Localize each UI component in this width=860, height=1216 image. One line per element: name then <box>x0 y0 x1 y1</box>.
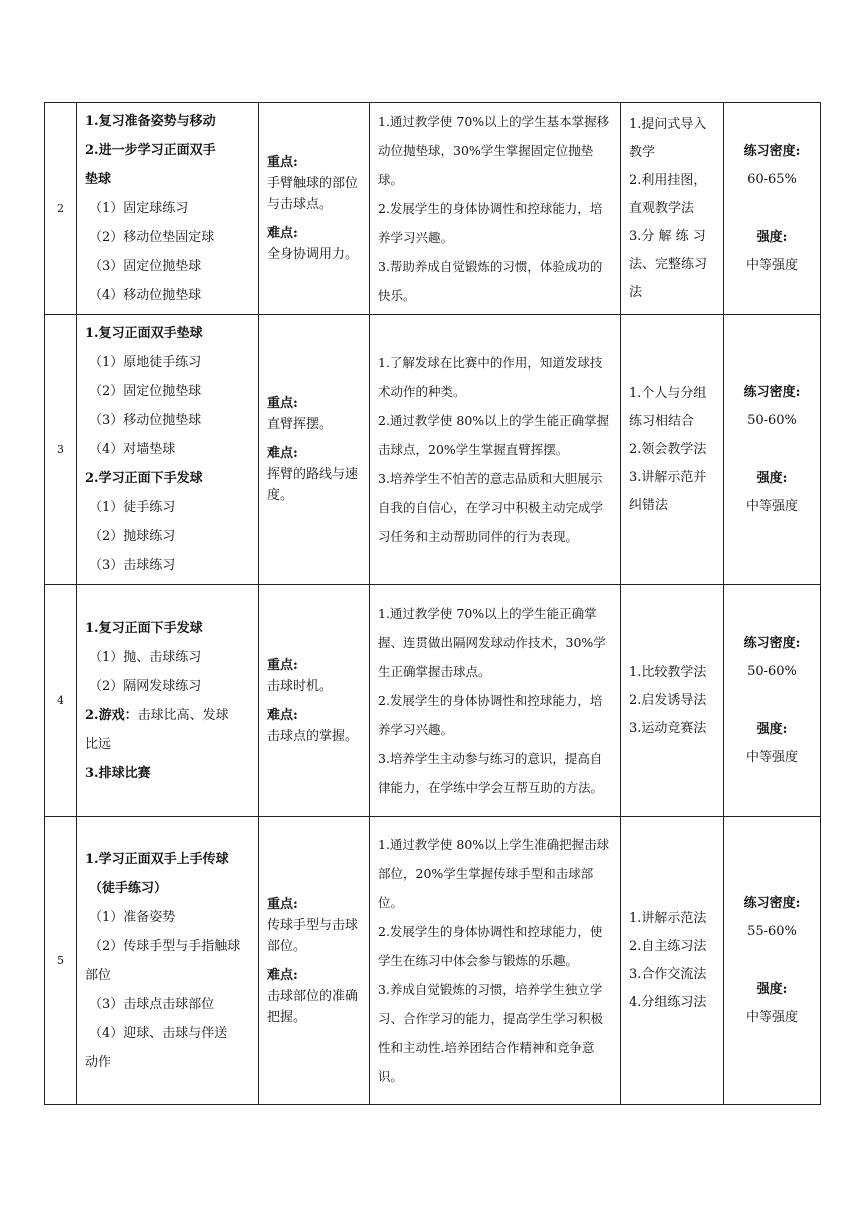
goal-item: 3.培养学生主动参与练习的意识，提高自律能力，在学练中学会互帮互助的方法。 <box>378 751 604 795</box>
content-item: （1）徒手练习 <box>89 500 176 515</box>
method-item: 1.讲解示范法 <box>629 910 707 926</box>
teaching-methods-cell <box>621 817 724 1105</box>
content-item: （2）固定位抛垫球 <box>89 384 202 399</box>
content-item-prefix: 2.游戏： <box>85 707 138 723</box>
method-item: 2.启发诱导法 <box>629 692 707 708</box>
key-difficulty-cell <box>259 817 370 1105</box>
content-item: 部位 <box>85 967 112 983</box>
lesson-number: 5 <box>45 817 77 1105</box>
method-item: 3.分 解 练 习法、完整练习法 <box>629 228 708 300</box>
difficulty-text: 击球点的掌握。 <box>267 728 359 744</box>
content-item: （3）移动位抛垫球 <box>89 413 202 428</box>
key-point-label: 重点: <box>267 896 298 912</box>
lesson-content-list <box>77 841 258 1081</box>
content-item: 垫球 <box>85 172 112 187</box>
difficulty-label: 难点: <box>267 446 298 461</box>
content-item: （3）击球点击球部位 <box>89 996 215 1012</box>
exercise-load-cell <box>724 585 821 817</box>
teaching-methods-cell <box>621 315 724 585</box>
teaching-goals <box>370 103 620 314</box>
key-difficulty-cell <box>259 585 370 817</box>
goal-item: 1.了解发球在比赛中的作用，知道发球技术动作的种类。 <box>378 355 603 399</box>
method-item: 3.运动竞赛法 <box>629 720 707 736</box>
content-item: （徒手练习） <box>89 880 168 896</box>
goal-item: 3.养成自觉锻炼的习惯，培养学生独立学习、合作学习的能力，提高学生学习积极性和主动性.培养团结合作精神和竞争意识。 <box>378 982 604 1084</box>
key-point-label: 重点: <box>267 155 298 170</box>
key-difficulty <box>259 148 369 269</box>
density-label: 练习密度: <box>743 895 801 911</box>
difficulty-text: 挥臂的路线与速度。 <box>267 467 359 503</box>
density-label: 练习密度: <box>743 635 801 651</box>
exercise-load-cell <box>724 315 821 585</box>
method-item: 1.提问式导入教学 <box>629 116 707 160</box>
teaching-methods-cell <box>621 585 724 817</box>
content-item: （2）抛球练习 <box>89 529 176 544</box>
teaching-goals <box>370 595 620 806</box>
content-item: （3）固定位抛垫球 <box>89 259 202 274</box>
content-item: 2.学习正面下手发球 <box>85 471 203 486</box>
lesson-content-list <box>77 315 258 584</box>
exercise-load <box>724 379 820 521</box>
content-item: （1）固定球练习 <box>89 201 189 216</box>
teaching-goals-cell <box>370 585 621 817</box>
goal-item: 2.发展学生的身体协调性和控球能力，使学生在练习中体会参与锻炼的乐趣。 <box>378 924 603 968</box>
teaching-methods <box>621 655 723 747</box>
content-item: （2）移动位垫固定球 <box>89 230 215 245</box>
teaching-methods <box>621 376 723 524</box>
key-point-text: 手臂触球的部位与击球点。 <box>267 176 359 212</box>
key-point-text: 击球时机。 <box>267 678 333 694</box>
intensity-value: 中等强度 <box>745 1009 798 1025</box>
teaching-methods <box>621 901 723 1021</box>
difficulty-text: 击球部位的准确把握。 <box>267 988 359 1025</box>
content-item: （1）抛、击球练习 <box>89 649 202 665</box>
lesson-content-cell <box>77 817 259 1105</box>
lesson-number: 2 <box>45 103 77 315</box>
exercise-load <box>724 890 820 1032</box>
teaching-methods <box>621 107 723 311</box>
content-item: 2.进一步学习正面双手 <box>85 143 216 158</box>
key-difficulty-cell <box>259 315 370 585</box>
content-item: 动作 <box>85 1054 112 1070</box>
exercise-load <box>724 138 820 280</box>
difficulty-text: 全身协调用力。 <box>267 247 359 262</box>
lesson-row <box>45 103 821 315</box>
density-value: 50-60% <box>747 412 797 428</box>
goal-item: 1.通过教学使 70%以上的学生基本掌握移动位抛垫球，30%学生掌握固定位抛垫球。 <box>378 114 610 187</box>
lesson-number: 4 <box>45 585 77 817</box>
difficulty-label: 难点: <box>267 707 298 723</box>
goal-item: 1.通过教学使 80%以上学生准确把握击球部位，20%学生掌握传球手型和击球部位。 <box>378 837 610 910</box>
key-difficulty <box>259 890 369 1032</box>
load-spacer <box>724 194 820 224</box>
difficulty-label: 难点: <box>267 226 298 241</box>
goal-item: 3.帮助养成自觉锻炼的习惯，体验成功的快乐。 <box>378 259 603 303</box>
method-item: 4.分组练习法 <box>629 994 707 1010</box>
intensity-label: 强度: <box>756 721 788 737</box>
method-item: 1.比较教学法 <box>629 664 707 680</box>
method-item: 2.领会教学法 <box>629 441 707 457</box>
content-item <box>85 701 250 730</box>
content-item: （1）原地徒手练习 <box>89 355 202 370</box>
method-item: 2.自主练习法 <box>629 938 707 954</box>
lesson-plan-table <box>44 102 821 1105</box>
content-item: 1.复习正面双手垫球 <box>85 326 203 341</box>
intensity-value: 中等强度 <box>745 749 798 765</box>
exercise-load-cell <box>724 103 821 315</box>
content-item: （3）击球练习 <box>89 558 176 573</box>
content-item: 1.复习准备姿势与移动 <box>85 114 216 129</box>
content-item: （2）隔网发球练习 <box>89 678 202 694</box>
teaching-goals <box>370 826 620 1095</box>
key-point-label: 重点: <box>267 396 298 411</box>
method-item: 3.合作交流法 <box>629 966 707 982</box>
teaching-methods-cell <box>621 103 724 315</box>
content-item: 3.排球比赛 <box>85 765 151 781</box>
method-item: 3.讲解示范并纠错法 <box>629 469 707 513</box>
load-spacer <box>724 435 820 465</box>
content-item: 1.复习正面下手发球 <box>85 620 203 636</box>
key-point-label: 重点: <box>267 657 298 673</box>
key-difficulty <box>259 651 369 751</box>
content-item: （4）对墙垫球 <box>89 442 176 457</box>
key-point-text: 传球手型与击球部位。 <box>267 917 359 954</box>
density-label: 练习密度: <box>743 384 801 400</box>
lesson-content-list <box>77 610 258 792</box>
key-difficulty-cell <box>259 103 370 315</box>
content-item: （4）迎球、击球与伴送 <box>89 1025 228 1041</box>
lesson-content-cell <box>77 315 259 585</box>
lesson-content-cell <box>77 585 259 817</box>
lesson-content-cell <box>77 103 259 315</box>
content-item: （1）准备姿势 <box>89 909 176 925</box>
density-value: 55-60% <box>747 923 797 939</box>
content-item: （4）移动位抛垫球 <box>89 288 202 303</box>
exercise-load-cell <box>724 817 821 1105</box>
intensity-label: 强度: <box>756 229 788 245</box>
key-point-text: 直臂挥摆。 <box>267 417 333 432</box>
lesson-row <box>45 585 821 817</box>
intensity-value: 中等强度 <box>745 498 798 514</box>
lesson-number: 3 <box>45 315 77 585</box>
lesson-content-list <box>77 103 258 314</box>
load-spacer <box>724 946 820 976</box>
goal-item: 1.通过教学使 70%以上的学生能正确掌握、连贯做出隔网发球动作技术，30%学生正确掌握击球点。 <box>378 606 606 679</box>
difficulty-label: 难点: <box>267 967 298 983</box>
load-spacer <box>724 686 820 716</box>
content-item: （2）传球手型与手指触球 <box>89 938 241 954</box>
goal-item: 2.发展学生的身体协调性和控球能力，培养学习兴趣。 <box>378 693 603 737</box>
density-value: 50-60% <box>747 663 797 679</box>
goal-item: 2.发展学生的身体协调性和控球能力，培养学习兴趣。 <box>378 201 603 245</box>
density-value: 60-65% <box>747 171 797 187</box>
content-item-rest: 击球比高、发球 <box>137 707 229 723</box>
content-item: 1.学习正面双手上手传球 <box>85 851 229 867</box>
teaching-goals <box>370 344 620 555</box>
method-item: 2.利用挂图，直观教学法 <box>629 172 707 216</box>
goal-item: 3.培养学生不怕苦的意志品质和大胆展示自我的自信心，在学习中积极主动完成学习任务和主动帮助同伴的行为表现。 <box>378 471 604 544</box>
content-item: 比远 <box>85 736 112 752</box>
teaching-goals-cell <box>370 103 621 315</box>
density-label: 练习密度: <box>743 143 801 159</box>
intensity-label: 强度: <box>756 470 788 486</box>
intensity-value: 中等强度 <box>745 257 798 273</box>
key-difficulty <box>259 389 369 510</box>
goal-item: 2.通过教学使 80%以上的学生能正确掌握击球点，20%学生掌握直臂挥摆。 <box>378 413 610 457</box>
lesson-row <box>45 315 821 585</box>
intensity-label: 强度: <box>756 981 788 997</box>
exercise-load <box>724 630 820 772</box>
teaching-goals-cell <box>370 315 621 585</box>
method-item: 1.个人与分组练习相结合 <box>629 385 707 429</box>
teaching-goals-cell <box>370 817 621 1105</box>
lesson-row <box>45 817 821 1105</box>
